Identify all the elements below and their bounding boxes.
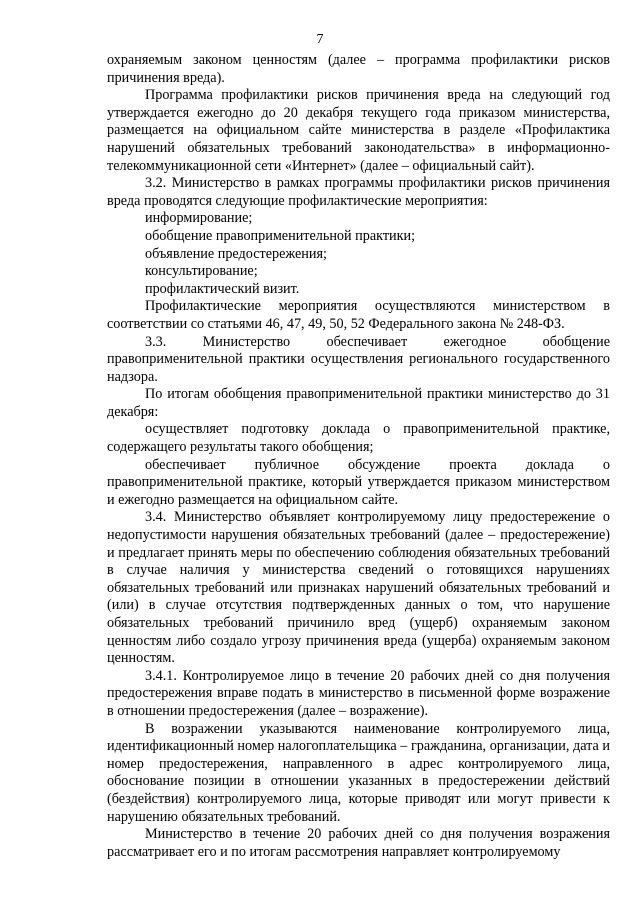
paragraph-results-deadline: По итогам обобщения правоприменительной практики министерство до 31 декабря: <box>107 386 610 420</box>
paragraph-report-preparation: осуществляет подготовку доклада о правоприменительной практике, содержащего результаты такого обобщения; <box>107 421 610 456</box>
list-item-informing: информирование; <box>145 210 253 227</box>
list-item-warning: объявление предостережения; <box>145 245 327 262</box>
paragraph-section-3-4-1: 3.4.1. Контролируемое лицо в течение 20 рабочих дней со дня получения предостережения вправе подать в министерство в письменной форме возражение в отношении предостережения (далее – возражение). <box>107 667 610 719</box>
paragraph-section-3-2: 3.2. Министерство в рамках программы профилактики рисков причинения вреда проводятся следующие профилактические мероприятия: <box>107 175 610 209</box>
paragraph-objection-review: Министерство в течение 20 рабочих дней со дня получения возражения рассматривает его и по итогам рассмотрения направляет контролируемому <box>107 826 610 860</box>
list-item-generalization: обобщение правоприменительной практики; <box>145 227 416 244</box>
list-item-consulting: консультирование; <box>145 263 258 280</box>
page-number: 7 <box>316 32 324 47</box>
paragraph-public-discussion: обеспечивает публичное обсуждение проекта доклада о правоприменительной практике, который утверждается приказом министерством и ежегодно размещается на официальном сайте. <box>107 456 610 508</box>
paragraph-program-approval: Программа профилактики рисков причинения вреда на следующий год утверждается ежегодно до 20 декабря текущего года приказом министерства, размещается на официальном сайте министерства в разделе «Профилактика нарушений обязательных требований законодательства» в информационно-телекоммуникационной сети «Интернет» (далее – официальный сайт). <box>107 87 610 174</box>
paragraph-continuation: охраняемым законом ценностям (далее – программа профилактики рисков причинения вреда). <box>107 52 610 86</box>
list-item-preventive-visit: профилактический визит. <box>145 280 300 297</box>
document-body <box>107 52 610 861</box>
paragraph-section-3-3: 3.3. Министерство обеспечивает ежегодное обобщение правоприменительной практики осуществления регионального государственного надзора. <box>107 333 610 385</box>
paragraph-section-3-4: 3.4. Министерство объявляет контролируемому лицу предостережение о недопустимости нарушения обязательных требований (далее – предостережение) и предлагает принять меры по обеспечению соблюдения обязательных требований в случае наличия у министерства сведений о готовящихся нарушениях обязательных требований или признаках нарушений обязательных требований и (или) в случае отсутствия подтвержденных данных о том, что нарушение обязательных требований причинило вред (ущерб) охраняемым законом ценностям либо создало угрозу причинения вреда (ущерба) охраняемым законом ценностям. <box>107 509 610 667</box>
paragraph-measures-law: Профилактические мероприятия осуществляются министерством в соответствии со статьями 46, 47, 49, 50, 52 Федерального закона № 248-ФЗ. <box>107 298 610 332</box>
paragraph-objection-contents: В возражении указываются наименование контролируемого лица, идентификационный номер налогоплательщика – гражданина, организации, дата и номер предостережения, направленного в адрес контролируемого лица, обоснование позиции в отношении указанных в предостережении действий (бездействия) контролируемого лица, которые приводят или могут привести к нарушению обязательных требований. <box>107 720 610 825</box>
